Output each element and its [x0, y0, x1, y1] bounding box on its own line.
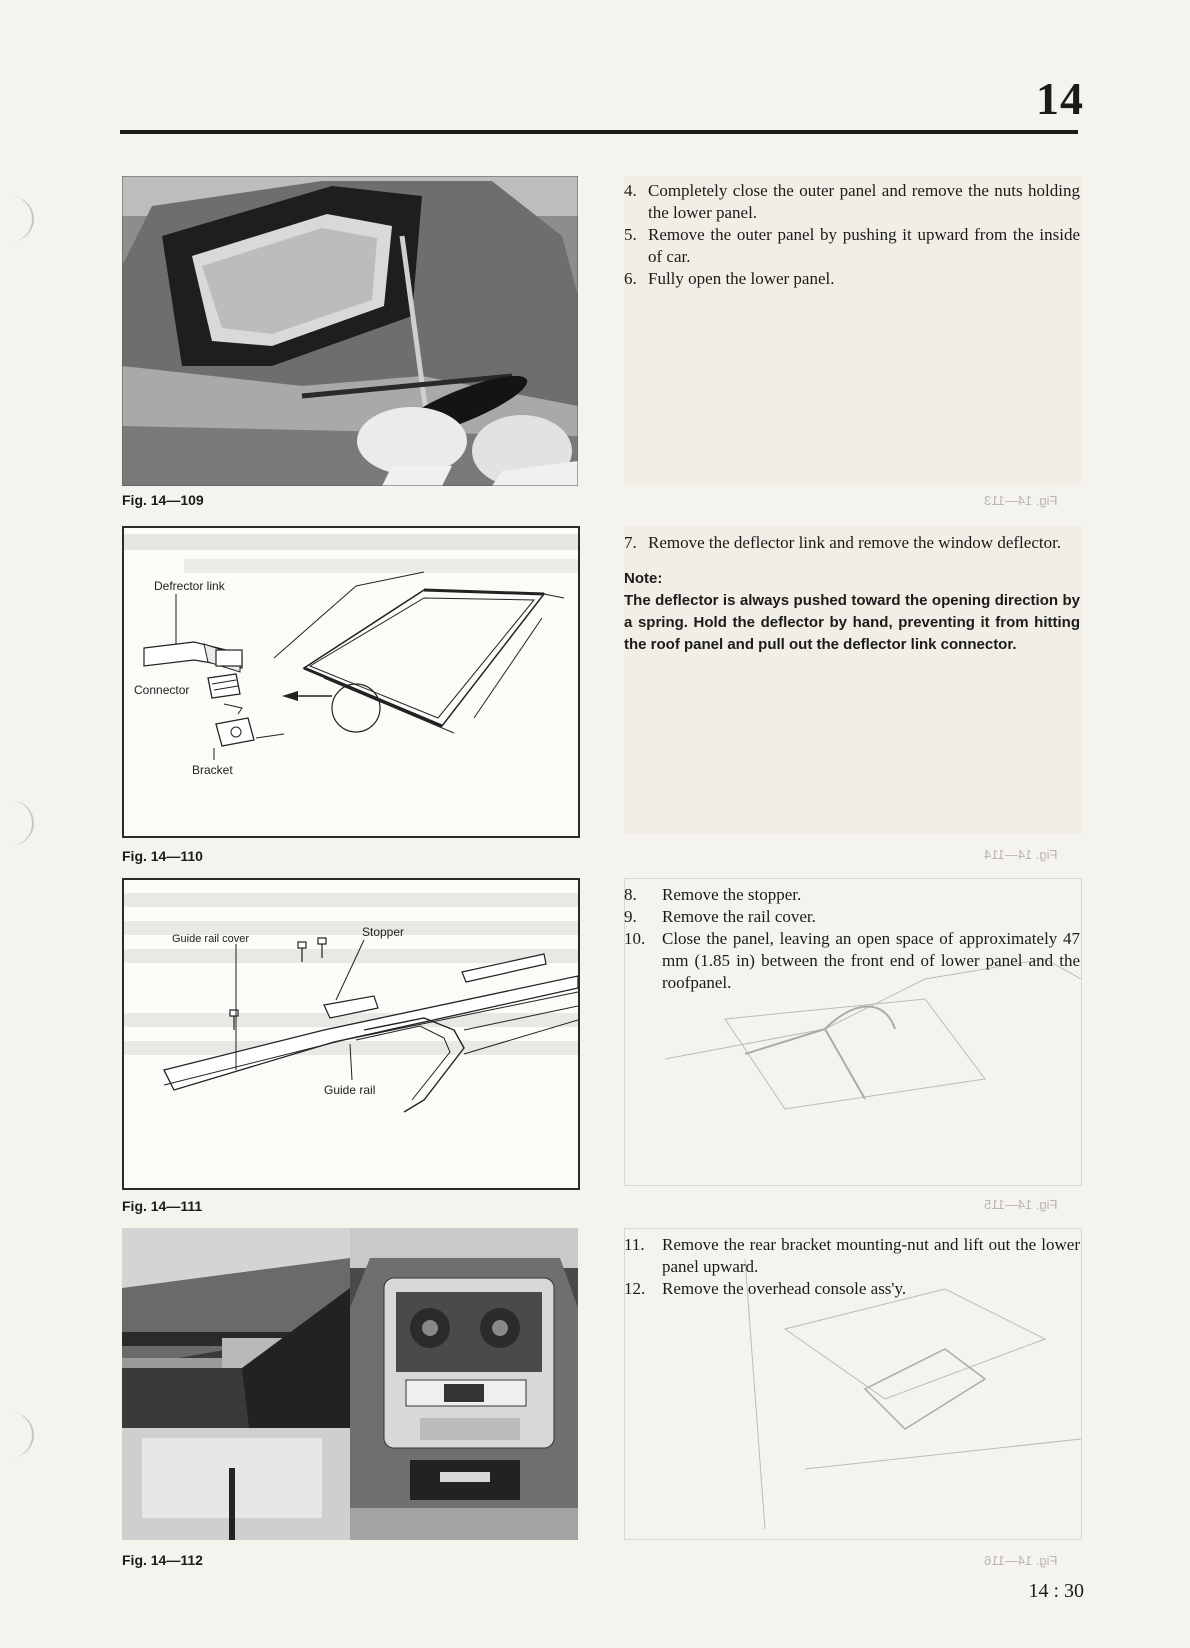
- instructions-block-2: [624, 532, 1080, 656]
- fig-111-diagram: [122, 878, 580, 1190]
- note-heading: Note:: [624, 570, 663, 587]
- step-item: 6. Fully open the lower panel.: [624, 269, 835, 288]
- note-text: The deflector is always pushed toward the opening direction by a spring. Hold the deflector by hand, preventing it from hitting the roof panel and pull out the deflector link connector.: [624, 592, 1080, 653]
- callout-guide-rail: Guide rail: [324, 1083, 376, 1097]
- bleed-fig-113: Fig. 14—113: [984, 493, 1058, 508]
- punch-hole: [0, 196, 34, 242]
- step-item: 11. Remove the rear bracket mounting-nut and lift out the lower panel upward.: [624, 1235, 1080, 1276]
- callout-stopper: Stopper: [362, 925, 405, 939]
- fig-109-photo: [122, 176, 578, 486]
- step-item: 8. Remove the stopper.: [624, 885, 802, 904]
- callout-deflector-link: Defrector link: [154, 579, 225, 593]
- step-item: 12. Remove the overhead console ass'y.: [624, 1279, 907, 1298]
- instructions-block-3: [624, 884, 1080, 994]
- bleed-fig-114: Fig. 14—114: [984, 847, 1058, 862]
- fig-112-photo-left: [122, 1228, 350, 1540]
- step-item: 7. Remove the deflector link and remove the window deflector.: [624, 533, 1062, 552]
- callout-bracket: Bracket: [192, 763, 233, 777]
- fig-110-diagram: [122, 526, 580, 838]
- callout-guide-rail-cover: Guide rail cover: [172, 933, 250, 945]
- instructions-block-1: [624, 180, 1080, 290]
- punch-hole: [0, 1412, 34, 1458]
- instructions-block-4: [624, 1234, 1080, 1300]
- bleed-fig-116: Fig. 14—116: [984, 1553, 1058, 1568]
- step-item: 5. Remove the outer panel by pushing it upward from the inside of car.: [624, 225, 1080, 266]
- punch-hole: [0, 800, 34, 846]
- page-number: 14 : 30: [1028, 1580, 1084, 1602]
- bleed-fig-115: Fig. 14—115: [984, 1197, 1058, 1212]
- fig-112-photo-right: [350, 1228, 578, 1540]
- callout-connector: Connector: [134, 683, 190, 697]
- fig-109-label: Fig. 14—109: [122, 492, 204, 508]
- fig-110-label: Fig. 14—110: [122, 848, 203, 864]
- fig-111-label: Fig. 14—111: [122, 1198, 203, 1214]
- step-item: 9. Remove the rail cover.: [624, 907, 816, 926]
- step-item: 4. Completely close the outer panel and remove the nuts holding the lower panel.: [624, 181, 1080, 222]
- fig-112-label: Fig. 14—112: [122, 1552, 203, 1568]
- section-number: 14: [1036, 73, 1084, 124]
- step-item: 10. Close the panel, leaving an open space of approximately 47 mm (1.85 in) between the front end of lower panel and the roofpanel.: [624, 929, 1080, 992]
- header-rule: [120, 130, 1078, 134]
